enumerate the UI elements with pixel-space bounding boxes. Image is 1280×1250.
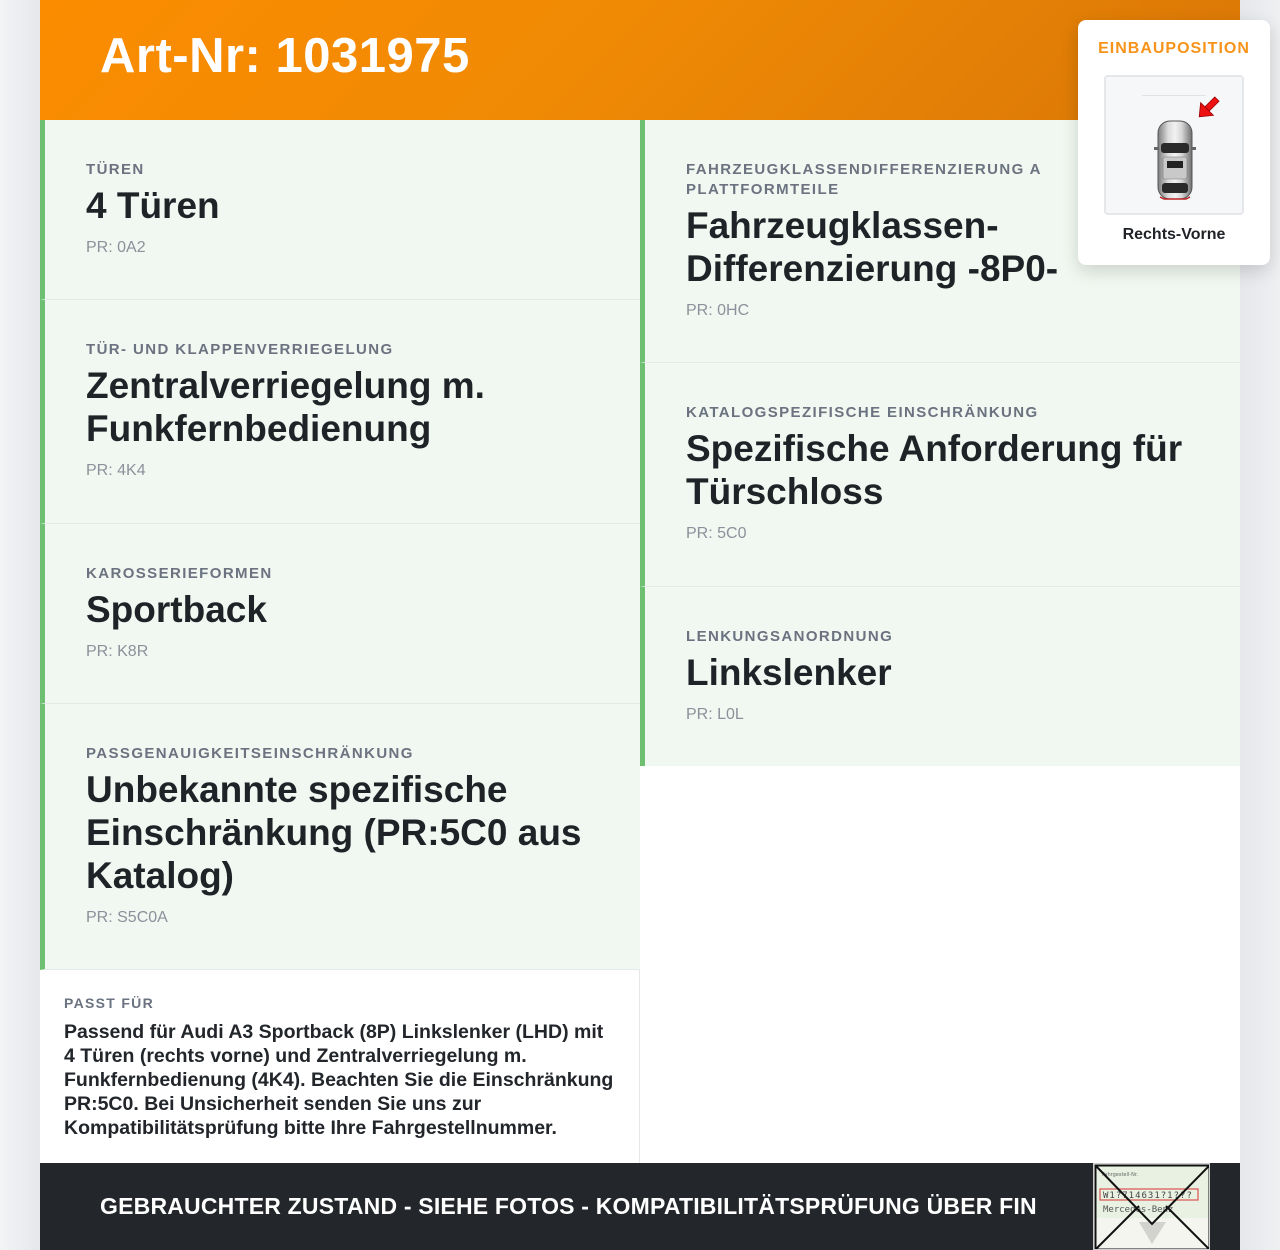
attribute-column-left <box>40 120 640 970</box>
footer-condition-text: GEBRAUCHTER ZUSTAND - SIEHE FOTOS - KOMPATIBILITÄTSPRÜFUNG ÜBER FIN <box>100 1193 1037 1219</box>
fits-for-description: Passend für Audi A3 Sportback (8P) Linkslenker (LHD) mit 4 Türen (rechts vorne) und Zentralverriegelung m. Funkfernbedienung (4K4). Beachten Sie die Einschränkung PR:5C0. Bei Unsicherheit senden Sie uns zur Kompatibilitätsprüfung bitte Ihre Fahrgestellnummer. <box>64 1021 614 1139</box>
attribute-card-locking <box>40 300 640 524</box>
attribute-value: Fahrzeugklassen-Differenzierung -8P0- <box>686 205 1059 289</box>
article-number-title: Art-Nr: 1031975 <box>100 29 470 83</box>
footer-bar <box>40 1163 1240 1250</box>
attribute-card-fit-restriction <box>40 704 640 970</box>
car-top-view-with-arrow-icon <box>1104 75 1244 215</box>
attribute-value: Sportback <box>86 589 267 630</box>
attribute-label: TÜREN <box>86 161 145 178</box>
attribute-label: LENKUNGSANORDNUNG <box>686 628 894 645</box>
fits-for-label: PASST FÜR <box>64 995 154 1011</box>
attribute-label: PASSGENAUIGKEITSEINSCHRÄNKUNG <box>86 745 414 762</box>
attribute-card-steering <box>640 587 1240 766</box>
attribute-label: TÜR- UND KLAPPENVERRIEGELUNG <box>86 341 394 358</box>
svg-text:W1?714631?1???: W1?714631?1??? <box>1103 1191 1193 1201</box>
attribute-label: KATALOGSPEZIFISCHE EINSCHRÄNKUNG <box>686 404 1039 421</box>
attribute-pr-code: PR: K8R <box>86 643 149 660</box>
attribute-pr-code: PR: S5C0A <box>86 909 168 926</box>
installation-position-card <box>1078 20 1270 265</box>
attribute-pr-code: PR: 0A2 <box>86 239 146 256</box>
svg-text:Mercedes-Benz: Mercedes-Benz <box>1103 1205 1174 1215</box>
installation-position-title: EINBAUPOSITION <box>1098 40 1250 57</box>
attribute-value: Spezifische Anforderung für Türschloss <box>686 428 1183 512</box>
attribute-value: Zentralverriegelung m. Funkfernbedienung <box>86 365 485 449</box>
svg-text:Fahrgestell-Nr.: Fahrgestell-Nr. <box>1102 1172 1139 1178</box>
attribute-pr-code: PR: 0HC <box>686 302 750 319</box>
product-sheet <box>40 0 1250 1250</box>
attribute-value: Linkslenker <box>686 652 892 693</box>
vin-envelope-icon <box>1093 1163 1210 1250</box>
attribute-card-body-style <box>40 524 640 704</box>
attribute-pr-code: PR: 5C0 <box>686 525 747 542</box>
attribute-value: Unbekannte spezifische Einschränkung (PR:5C0 aus Katalog) <box>86 769 582 896</box>
attribute-pr-code: PR: 4K4 <box>86 462 146 479</box>
attribute-card-doors <box>40 120 640 300</box>
attribute-label: FAHRZEUGKLASSENDIFFERENZIERUNG A PLATTFORMTEILE <box>686 161 1042 198</box>
attribute-value: 4 Türen <box>86 185 220 226</box>
attribute-pr-code: PR: L0L <box>686 706 744 723</box>
fits-for-section <box>40 970 640 1163</box>
header-bar <box>40 0 1240 120</box>
attribute-label: KAROSSERIEFORMEN <box>86 565 273 582</box>
installation-position-label: Rechts-Vorne <box>1122 226 1226 243</box>
attribute-card-catalog-restriction <box>640 363 1240 587</box>
